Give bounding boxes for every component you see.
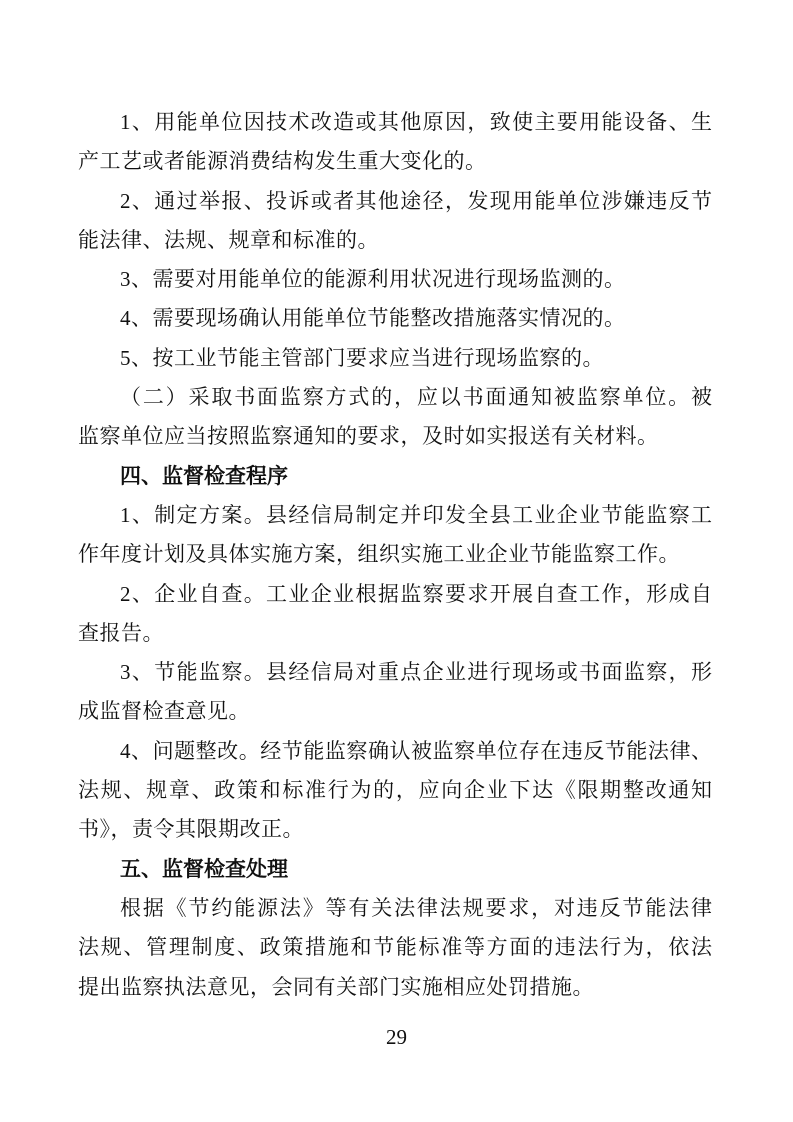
text-line: 3、需要对用能单位的能源利用状况进行现场监测的。 (120, 267, 626, 292)
text-line: 作年度计划及具体实施方案，组织实施工业企业节能监察工作。 (78, 542, 680, 567)
text-line: 法规、管理制度、政策措施和节能标准等方面的违法行为，依法 (78, 935, 712, 960)
text-line: 2、通过举报、投诉或者其他途径，发现用能单位涉嫌违反节 (120, 188, 712, 213)
text-line: 查报告。 (78, 620, 164, 645)
text-line: 1、制定方案。县经信局制定并印发全县工业企业节能监察工 (120, 502, 712, 527)
text-line: 4、问题整改。经节能监察确认被监察单位存在违反节能法律、 (120, 738, 712, 763)
text-line: 产工艺或者能源消费结构发生重大变化的。 (78, 149, 487, 174)
text-line: 1、用能单位因技术改造或其他原因，致使主要用能设备、生 (120, 110, 712, 134)
text-line: 3、节能监察。县经信局对重点企业进行现场或书面监察，形 (120, 660, 712, 685)
text-line: 4、需要现场确认用能单位节能整改措施落实情况的。 (120, 306, 626, 331)
section-heading-4: 四、监督检查程序 (120, 464, 288, 488)
text-line: 2、企业自查。工业企业根据监察要求开展自查工作，形成自 (120, 581, 712, 606)
text-line: 监察单位应当按照监察通知的要求，及时如实报送有关材料。 (78, 424, 659, 449)
document-body (78, 103, 712, 1007)
text-line: 5、按工业节能主管部门要求应当进行现场监察的。 (120, 345, 604, 370)
text-line: 能法律、法规、规章和标准的。 (78, 227, 379, 252)
page-number: 29 (386, 1025, 407, 1049)
text-line: 成监督检查意见。 (78, 699, 250, 724)
text-line: 书》，责令其限期改正。 (78, 817, 304, 842)
text-line: 提出监察执法意见，会同有关部门实施相应处罚措施。 (78, 974, 594, 999)
section-heading-5: 五、监督检查处理 (120, 857, 288, 881)
text-line: （二）采取书面监察方式的，应以书面通知被监察单位。被 (120, 385, 712, 410)
text-line: 根据《节约能源法》等有关法律法规要求，对违反节能法律 (120, 895, 712, 920)
text-line: 法规、规章、政策和标准行为的，应向企业下达《限期整改通知 (78, 778, 712, 803)
